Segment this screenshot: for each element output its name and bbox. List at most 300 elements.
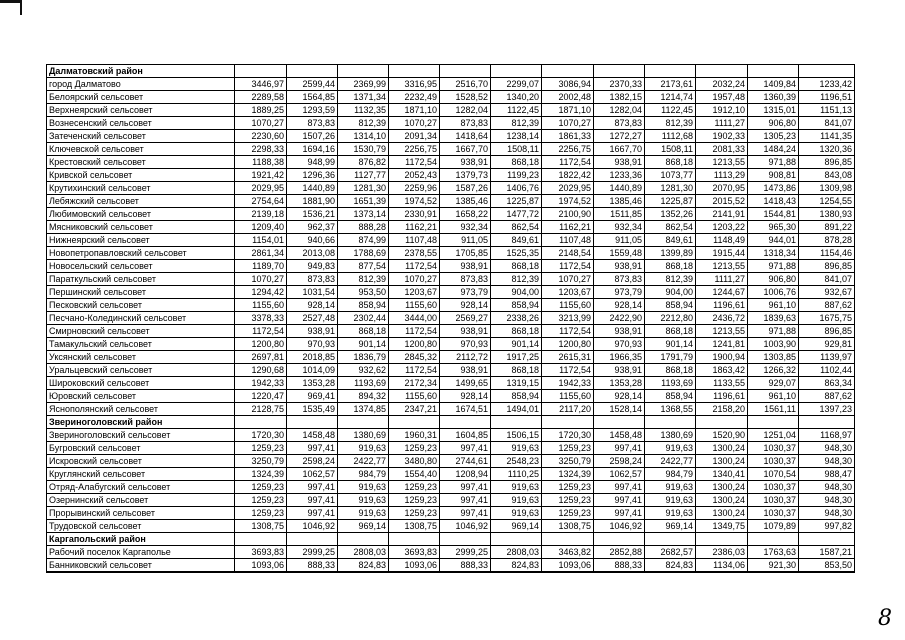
value-cell: 1139,97 (799, 351, 855, 364)
row-name: Звериноголовский сельсовет (47, 429, 235, 442)
value-cell: 1172,54 (542, 325, 594, 338)
value-cell: 868,18 (491, 156, 542, 169)
value-cell: 1203,67 (542, 286, 594, 299)
value-cell: 1861,33 (542, 130, 594, 143)
value-cell: 2516,70 (440, 78, 491, 91)
value-cell: 849,61 (491, 234, 542, 247)
value-cell: 1172,54 (389, 156, 440, 169)
row-name: Верхнеярский сельсовет (47, 104, 235, 117)
value-cell: 858,94 (645, 299, 696, 312)
value-cell: 873,83 (440, 273, 491, 286)
value-cell: 812,39 (338, 273, 389, 286)
value-cell: 997,41 (594, 481, 645, 494)
value-cell: 1014,09 (287, 364, 338, 377)
value-cell: 1473,86 (748, 182, 799, 195)
value-cell: 2422,77 (645, 455, 696, 468)
empty-cell (287, 416, 338, 429)
value-cell: 1508,11 (491, 143, 542, 156)
value-cell: 3693,83 (235, 546, 287, 559)
table-body (47, 65, 855, 573)
value-cell: 919,63 (338, 494, 389, 507)
page-corner-mark (0, 0, 22, 15)
value-cell: 1132,35 (338, 104, 389, 117)
value-cell: 938,91 (440, 325, 491, 338)
value-cell: 2754,64 (235, 195, 287, 208)
row-name: Песчано-Колединский сельсовет (47, 312, 235, 325)
value-cell: 2148,54 (542, 247, 594, 260)
value-cell: 1046,92 (594, 520, 645, 533)
table-row (47, 481, 855, 494)
empty-cell (389, 533, 440, 546)
value-cell: 944,01 (748, 234, 799, 247)
value-cell: 1172,54 (235, 325, 287, 338)
value-cell: 919,63 (338, 481, 389, 494)
value-cell: 1564,85 (287, 91, 338, 104)
value-cell: 1294,42 (235, 286, 287, 299)
value-cell: 849,61 (645, 234, 696, 247)
value-cell: 863,34 (799, 377, 855, 390)
value-cell: 2598,24 (287, 455, 338, 468)
value-cell: 1046,92 (287, 520, 338, 533)
value-cell: 3378,33 (235, 312, 287, 325)
value-cell: 1093,06 (542, 559, 594, 573)
empty-cell (696, 65, 748, 78)
value-cell: 1788,69 (338, 247, 389, 260)
value-cell: 1960,31 (389, 429, 440, 442)
empty-cell (338, 533, 389, 546)
row-name: Искровский сельсовет (47, 455, 235, 468)
value-cell: 1111,27 (696, 117, 748, 130)
value-cell: 2299,07 (491, 78, 542, 91)
value-cell: 1107,48 (542, 234, 594, 247)
value-cell: 868,18 (491, 364, 542, 377)
value-cell: 868,18 (338, 325, 389, 338)
value-cell: 997,41 (594, 442, 645, 455)
value-cell: 1203,67 (389, 286, 440, 299)
empty-cell (645, 65, 696, 78)
value-cell: 1259,23 (389, 494, 440, 507)
value-cell: 2139,18 (235, 208, 287, 221)
value-cell: 3316,95 (389, 78, 440, 91)
value-cell: 928,14 (440, 390, 491, 403)
value-cell: 1458,48 (287, 429, 338, 442)
value-cell: 928,14 (440, 299, 491, 312)
value-cell: 1281,30 (338, 182, 389, 195)
empty-cell (799, 533, 855, 546)
value-cell: 1062,57 (594, 468, 645, 481)
value-cell: 1477,72 (491, 208, 542, 221)
table-row (47, 390, 855, 403)
value-cell: 938,91 (594, 364, 645, 377)
value-cell: 1030,37 (748, 455, 799, 468)
value-cell: 948,30 (799, 455, 855, 468)
value-cell: 2032,24 (696, 78, 748, 91)
value-cell: 961,10 (748, 390, 799, 403)
table-row (47, 104, 855, 117)
row-name: Смирновский сельсовет (47, 325, 235, 338)
value-cell: 1528,52 (440, 91, 491, 104)
value-cell: 1113,29 (696, 169, 748, 182)
value-cell: 2697,81 (235, 351, 287, 364)
value-cell: 1266,32 (748, 364, 799, 377)
value-cell: 2370,33 (594, 78, 645, 91)
value-cell: 1399,89 (645, 247, 696, 260)
value-cell: 1587,21 (799, 546, 855, 559)
value-cell: 887,62 (799, 390, 855, 403)
value-cell: 1030,37 (748, 507, 799, 520)
value-cell: 2230,60 (235, 130, 287, 143)
value-cell: 1154,01 (235, 234, 287, 247)
value-cell: 1070,27 (542, 273, 594, 286)
value-cell: 970,93 (440, 338, 491, 351)
table-row (47, 247, 855, 260)
value-cell: 1155,60 (542, 390, 594, 403)
value-cell: 2232,49 (389, 91, 440, 104)
value-cell: 887,62 (799, 299, 855, 312)
table-row (47, 559, 855, 573)
value-cell: 1658,22 (440, 208, 491, 221)
value-cell: 1006,76 (748, 286, 799, 299)
value-cell: 932,34 (594, 221, 645, 234)
value-cell: 1385,46 (594, 195, 645, 208)
value-cell: 2338,26 (491, 312, 542, 325)
value-cell: 928,14 (287, 299, 338, 312)
value-cell: 2615,31 (542, 351, 594, 364)
value-cell: 1162,21 (542, 221, 594, 234)
value-cell: 1871,10 (389, 104, 440, 117)
value-cell: 1241,81 (696, 338, 748, 351)
value-cell: 891,22 (799, 221, 855, 234)
value-cell: 1511,85 (594, 208, 645, 221)
value-cell: 843,08 (799, 169, 855, 182)
empty-cell (594, 416, 645, 429)
value-cell: 1162,21 (389, 221, 440, 234)
empty-cell (440, 533, 491, 546)
value-cell: 948,99 (287, 156, 338, 169)
value-cell: 877,54 (338, 260, 389, 273)
value-cell: 1122,45 (645, 104, 696, 117)
value-cell: 1155,60 (542, 299, 594, 312)
value-cell: 1031,54 (287, 286, 338, 299)
value-cell: 1148,49 (696, 234, 748, 247)
value-cell: 2808,03 (491, 546, 542, 559)
value-cell: 1093,06 (389, 559, 440, 573)
value-cell: 1200,80 (542, 338, 594, 351)
value-cell: 1974,52 (542, 195, 594, 208)
value-cell: 1525,35 (491, 247, 542, 260)
value-cell: 962,37 (287, 221, 338, 234)
value-cell: 1122,45 (491, 104, 542, 117)
value-cell: 973,79 (440, 286, 491, 299)
value-cell: 1172,54 (542, 156, 594, 169)
value-cell: 938,91 (440, 364, 491, 377)
value-cell: 1225,87 (645, 195, 696, 208)
value-cell: 1385,46 (440, 195, 491, 208)
value-cell: 997,41 (594, 494, 645, 507)
value-cell: 1915,44 (696, 247, 748, 260)
section-title: Далматовский район (47, 65, 235, 78)
value-cell: 1544,81 (748, 208, 799, 221)
row-name: Яснополянский сельсовет (47, 403, 235, 416)
empty-cell (594, 65, 645, 78)
table-row (47, 117, 855, 130)
empty-cell (491, 65, 542, 78)
value-cell: 1499,65 (440, 377, 491, 390)
value-cell: 1520,90 (696, 429, 748, 442)
value-cell: 3213,99 (542, 312, 594, 325)
row-name: Крутихинский сельсовет (47, 182, 235, 195)
value-cell: 858,94 (491, 390, 542, 403)
value-cell: 2091,34 (389, 130, 440, 143)
value-cell: 873,83 (594, 117, 645, 130)
value-cell: 3250,79 (542, 455, 594, 468)
value-cell: 1406,76 (491, 182, 542, 195)
value-cell: 929,81 (799, 338, 855, 351)
value-cell: 2029,95 (235, 182, 287, 195)
value-cell: 2369,99 (338, 78, 389, 91)
table-row (47, 377, 855, 390)
table-row (47, 338, 855, 351)
value-cell: 1863,42 (696, 364, 748, 377)
value-cell: 919,63 (491, 494, 542, 507)
value-cell: 938,91 (594, 156, 645, 169)
value-cell: 858,94 (645, 390, 696, 403)
value-cell: 1220,47 (235, 390, 287, 403)
value-cell: 2569,27 (440, 312, 491, 325)
empty-cell (542, 533, 594, 546)
value-cell: 2330,91 (389, 208, 440, 221)
value-cell: 1188,38 (235, 156, 287, 169)
value-cell: 2081,33 (696, 143, 748, 156)
value-cell: 1070,27 (235, 273, 287, 286)
value-cell: 1604,85 (440, 429, 491, 442)
value-cell: 938,91 (287, 325, 338, 338)
value-cell: 888,28 (338, 221, 389, 234)
value-cell: 888,33 (287, 559, 338, 573)
value-cell: 2999,25 (287, 546, 338, 559)
table-row (47, 169, 855, 182)
value-cell: 921,30 (748, 559, 799, 573)
value-cell: 1418,64 (440, 130, 491, 143)
value-cell: 1308,75 (389, 520, 440, 533)
value-cell: 919,63 (645, 507, 696, 520)
value-cell: 1308,75 (235, 520, 287, 533)
value-cell: 971,88 (748, 156, 799, 169)
value-cell: 969,41 (287, 390, 338, 403)
section-header-row (47, 65, 855, 78)
row-name: Юровский сельсовет (47, 390, 235, 403)
value-cell: 997,82 (799, 520, 855, 533)
row-name: город Далматово (47, 78, 235, 91)
value-cell: 1308,75 (542, 520, 594, 533)
value-cell: 896,85 (799, 260, 855, 273)
value-cell: 1093,06 (235, 559, 287, 573)
value-cell: 2436,72 (696, 312, 748, 325)
value-cell: 1293,59 (287, 104, 338, 117)
value-cell: 1214,74 (645, 91, 696, 104)
value-cell: 997,41 (440, 494, 491, 507)
value-cell: 1127,77 (338, 169, 389, 182)
value-cell: 1254,55 (799, 195, 855, 208)
value-cell: 1353,28 (594, 377, 645, 390)
value-cell: 929,07 (748, 377, 799, 390)
value-cell: 1319,15 (491, 377, 542, 390)
value-cell: 862,54 (491, 221, 542, 234)
table-row (47, 429, 855, 442)
value-cell: 824,83 (491, 559, 542, 573)
row-name: Песковский сельсовет (47, 299, 235, 312)
value-cell: 2117,20 (542, 403, 594, 416)
value-cell: 938,91 (440, 156, 491, 169)
value-cell: 1189,70 (235, 260, 287, 273)
value-cell: 938,91 (594, 260, 645, 273)
empty-cell (287, 65, 338, 78)
value-cell: 984,79 (338, 468, 389, 481)
value-cell: 3480,80 (389, 455, 440, 468)
value-cell: 2141,91 (696, 208, 748, 221)
value-cell: 1380,93 (799, 208, 855, 221)
value-cell: 2100,90 (542, 208, 594, 221)
value-cell: 901,14 (338, 338, 389, 351)
value-cell: 2548,23 (491, 455, 542, 468)
row-name: Тамакульский сельсовет (47, 338, 235, 351)
value-cell: 997,41 (287, 481, 338, 494)
value-cell: 1200,80 (389, 338, 440, 351)
value-cell: 948,30 (799, 494, 855, 507)
value-cell: 1073,77 (645, 169, 696, 182)
value-cell: 2298,33 (235, 143, 287, 156)
table-row (47, 325, 855, 338)
value-cell: 1324,39 (542, 468, 594, 481)
value-cell: 1225,87 (491, 195, 542, 208)
value-cell: 1440,89 (594, 182, 645, 195)
value-cell: 1836,79 (338, 351, 389, 364)
value-cell: 948,30 (799, 507, 855, 520)
value-cell: 812,39 (491, 117, 542, 130)
value-cell: 868,18 (491, 325, 542, 338)
table-row (47, 273, 855, 286)
table-row (47, 364, 855, 377)
empty-cell (542, 416, 594, 429)
value-cell: 1203,22 (696, 221, 748, 234)
value-cell: 938,91 (440, 260, 491, 273)
value-cell: 3463,82 (542, 546, 594, 559)
row-name: Ключевской сельсовет (47, 143, 235, 156)
value-cell: 812,39 (491, 273, 542, 286)
value-cell: 919,63 (645, 481, 696, 494)
section-header-row (47, 416, 855, 429)
empty-cell (235, 533, 287, 546)
value-cell: 1494,01 (491, 403, 542, 416)
value-cell: 969,14 (645, 520, 696, 533)
value-cell: 1209,40 (235, 221, 287, 234)
empty-cell (645, 533, 696, 546)
value-cell: 2999,25 (440, 546, 491, 559)
value-cell: 1902,33 (696, 130, 748, 143)
value-cell: 1917,25 (491, 351, 542, 364)
row-name: Параткульский сельсовет (47, 273, 235, 286)
table-row (47, 468, 855, 481)
value-cell: 1070,27 (235, 117, 287, 130)
value-cell: 888,33 (440, 559, 491, 573)
value-cell: 1303,85 (748, 351, 799, 364)
value-cell: 1172,54 (542, 260, 594, 273)
value-cell: 1259,23 (542, 507, 594, 520)
empty-cell (338, 416, 389, 429)
value-cell: 1281,30 (645, 182, 696, 195)
value-cell: 997,41 (440, 507, 491, 520)
value-cell: 906,80 (748, 273, 799, 286)
table-row (47, 234, 855, 247)
value-cell: 1244,67 (696, 286, 748, 299)
page-number: 8 (878, 606, 892, 631)
value-cell: 888,33 (594, 559, 645, 573)
value-cell: 1559,48 (594, 247, 645, 260)
value-cell: 1300,24 (696, 481, 748, 494)
value-cell: 973,79 (594, 286, 645, 299)
value-cell: 812,39 (338, 117, 389, 130)
value-cell: 1314,10 (338, 130, 389, 143)
value-cell: 1141,35 (799, 130, 855, 143)
row-name: Лебяжский сельсовет (47, 195, 235, 208)
value-cell: 1213,55 (696, 260, 748, 273)
value-cell: 1259,23 (389, 442, 440, 455)
value-cell: 2256,75 (542, 143, 594, 156)
value-cell: 2289,58 (235, 91, 287, 104)
value-cell: 1259,23 (542, 481, 594, 494)
value-cell: 2112,72 (440, 351, 491, 364)
value-cell: 1530,79 (338, 143, 389, 156)
row-name: Нижнеярский сельсовет (47, 234, 235, 247)
value-cell: 812,39 (645, 273, 696, 286)
value-cell: 2052,43 (389, 169, 440, 182)
empty-cell (235, 65, 287, 78)
value-cell: 1199,23 (491, 169, 542, 182)
value-cell: 2173,61 (645, 78, 696, 91)
row-name: Мясниковский сельсовет (47, 221, 235, 234)
table-row (47, 221, 855, 234)
section-header-row (47, 533, 855, 546)
table-row (47, 351, 855, 364)
value-cell: 1272,27 (594, 130, 645, 143)
table-row (47, 455, 855, 468)
value-cell: 1172,54 (389, 260, 440, 273)
value-cell: 2018,85 (287, 351, 338, 364)
value-cell: 969,14 (338, 520, 389, 533)
value-cell: 1200,80 (235, 338, 287, 351)
empty-cell (594, 533, 645, 546)
value-cell: 904,00 (491, 286, 542, 299)
value-cell: 1070,27 (542, 117, 594, 130)
value-cell: 1233,36 (594, 169, 645, 182)
value-cell: 1839,63 (748, 312, 799, 325)
value-cell: 1791,79 (645, 351, 696, 364)
value-cell: 1290,68 (235, 364, 287, 377)
value-cell: 1720,30 (542, 429, 594, 442)
value-cell: 3444,00 (389, 312, 440, 325)
value-cell: 1667,70 (594, 143, 645, 156)
value-cell: 906,80 (748, 117, 799, 130)
table-row (47, 78, 855, 91)
table-row (47, 156, 855, 169)
row-name: Трудовской сельсовет (47, 520, 235, 533)
value-cell: 1296,36 (287, 169, 338, 182)
value-cell: 928,14 (594, 299, 645, 312)
value-cell: 1259,23 (542, 494, 594, 507)
row-name: Отряд-Алабугский сельсовет (47, 481, 235, 494)
tariff-table (46, 64, 855, 573)
value-cell: 1535,49 (287, 403, 338, 416)
